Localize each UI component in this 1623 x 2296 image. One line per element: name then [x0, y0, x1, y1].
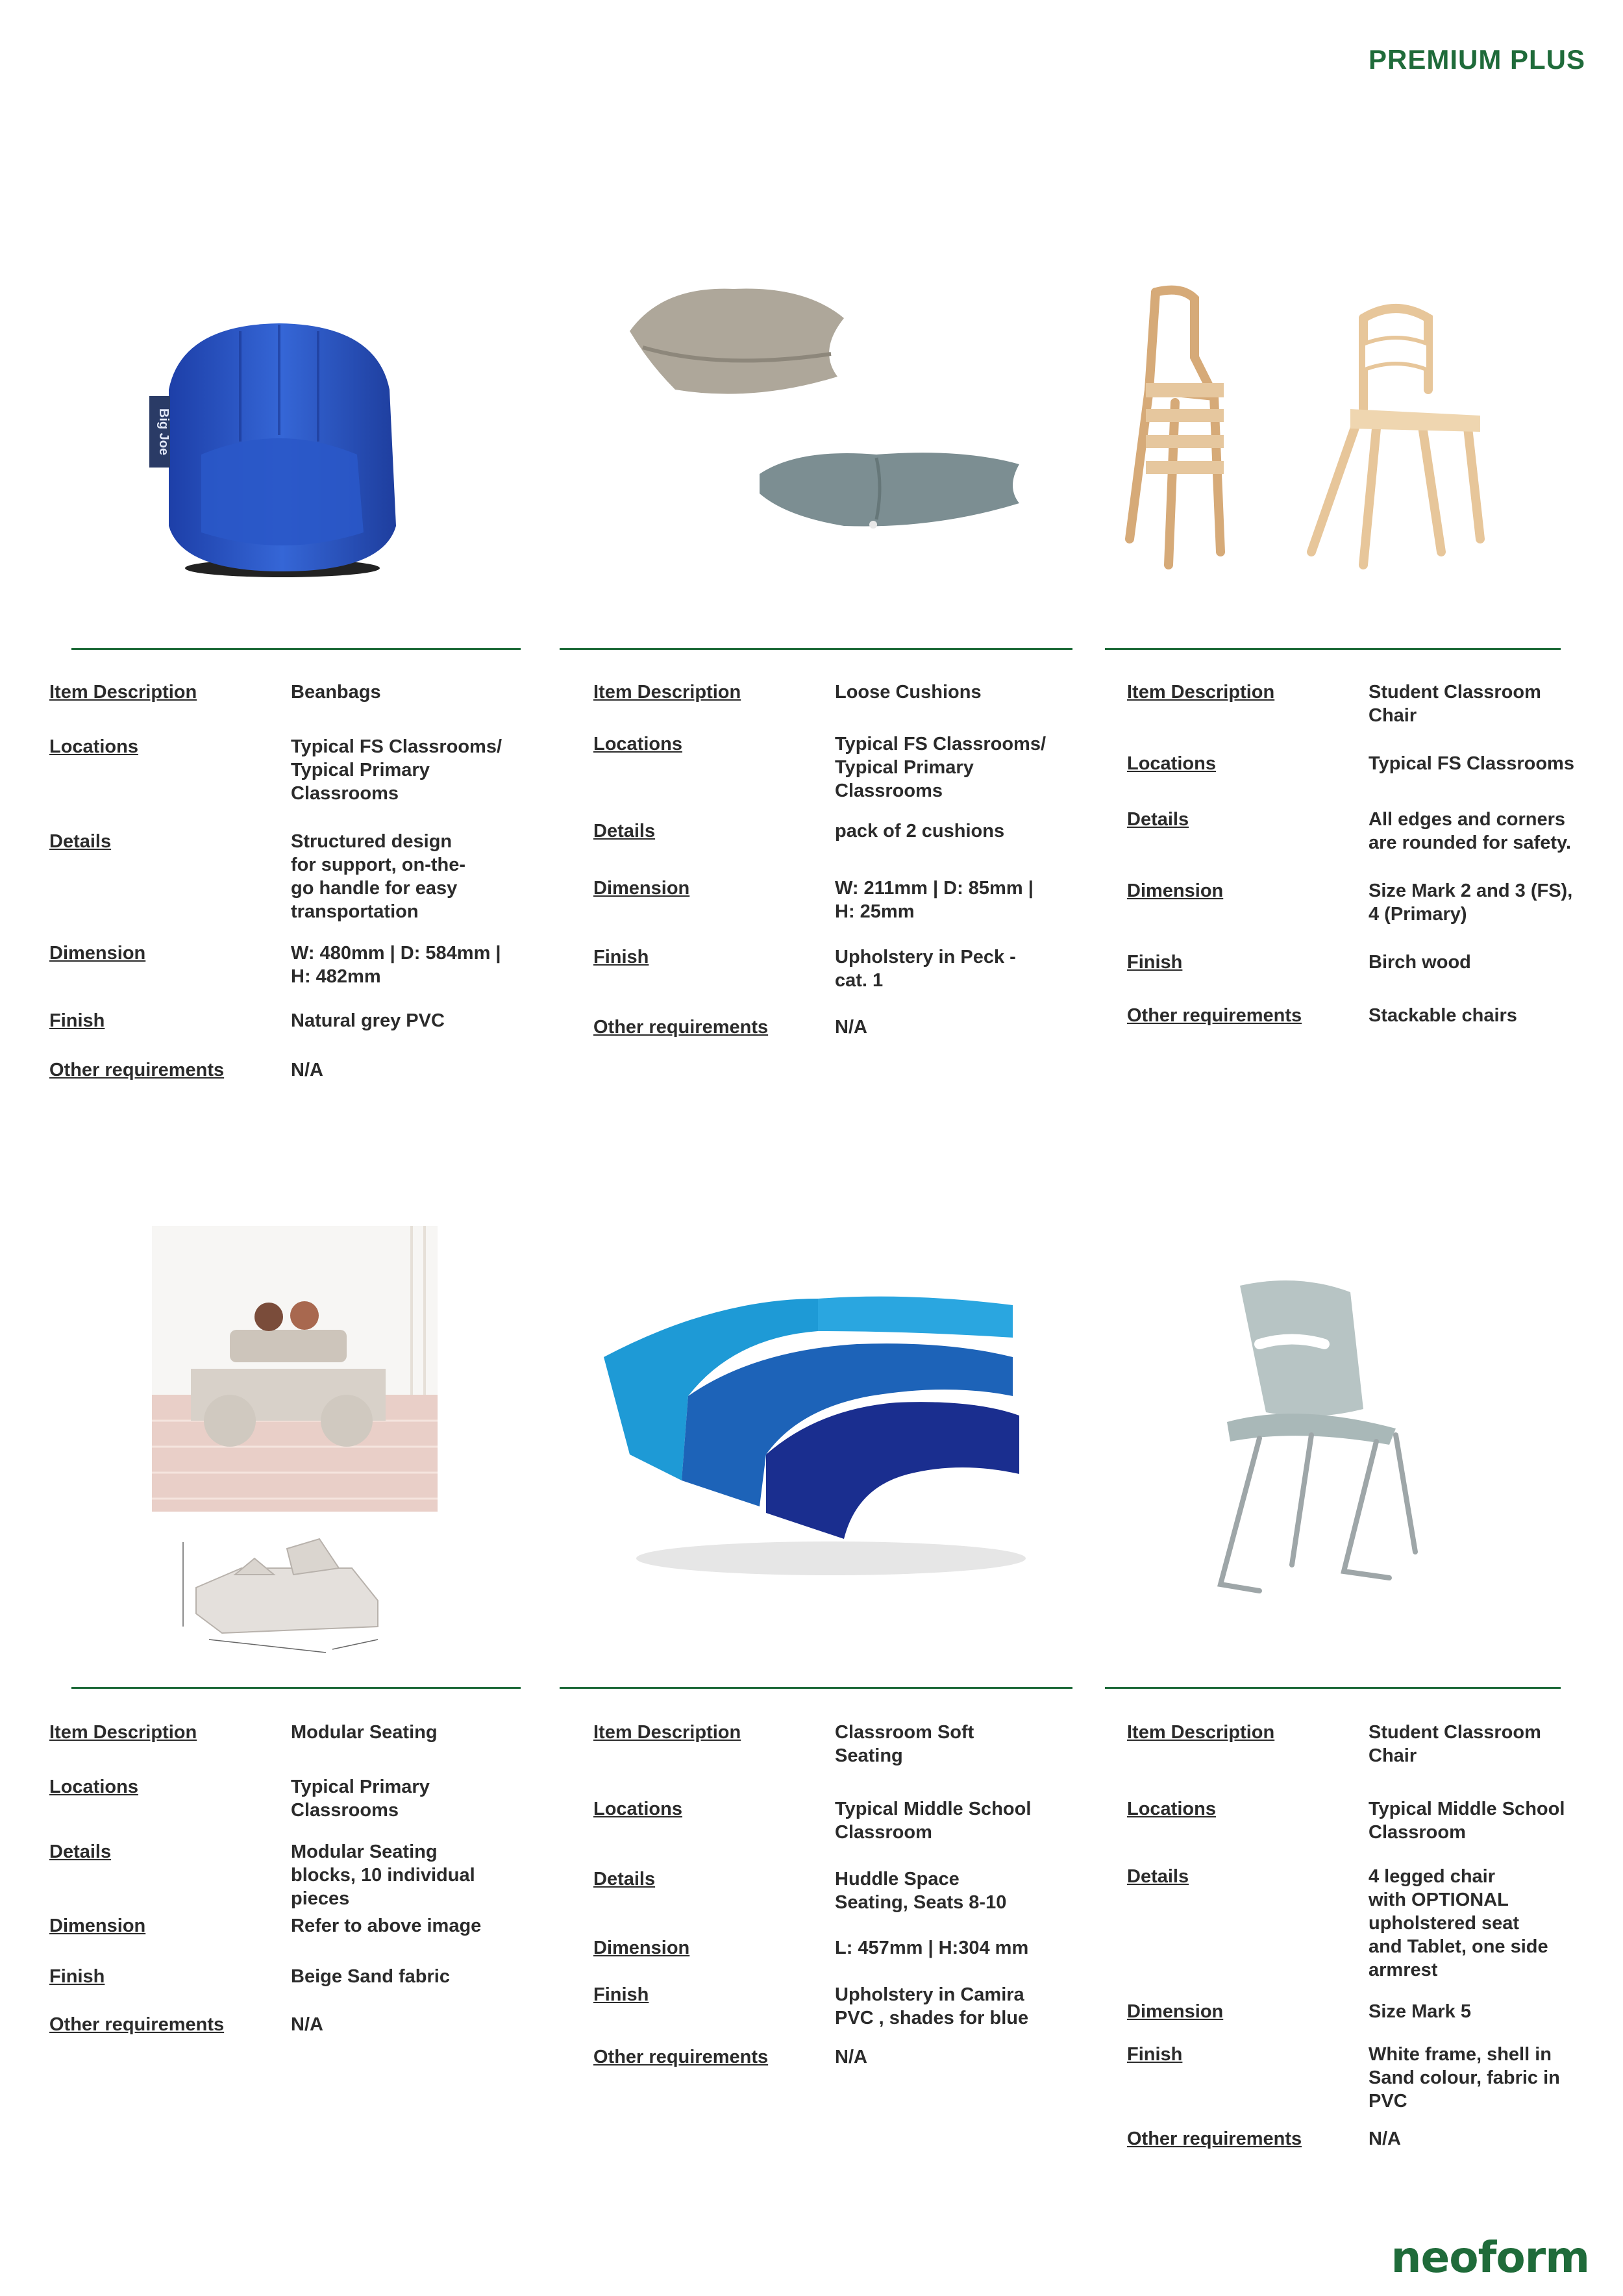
modular-sofa-dimension-diagram [170, 1529, 391, 1659]
item-description-value: Modular Seating [291, 1722, 438, 1743]
product-spec-sled-chair [1127, 1721, 1601, 2162]
item-description-value: Beanbags [291, 682, 381, 703]
locations-value: Typical Primary Classrooms [291, 1777, 430, 1821]
section-divider-2 [560, 648, 1072, 650]
product-spec-soft-seating [593, 1721, 1087, 2084]
product-spec-loose-cushions [593, 680, 1087, 1070]
locations-value: Typical FS Classrooms [1369, 753, 1574, 774]
other-requirements-value: N/A [1369, 2128, 1401, 2149]
locations-label: Locations [593, 1799, 682, 1819]
dimension-label: Dimension [593, 878, 690, 899]
modular-play-sofa-image [152, 1226, 438, 1512]
details-label: Details [593, 821, 656, 842]
other-requirements-label: Other requirements [49, 1060, 225, 1080]
other-requirements-value: N/A [291, 1060, 323, 1080]
dimension-value: Size Mark 2 and 3 (FS), 4 (Primary) [1369, 880, 1573, 925]
details-value: Modular Seating blocks, 10 individual pieces [291, 1841, 475, 1909]
details-value: Huddle Space Seating, Seats 8-10 [835, 1869, 1007, 1913]
other-requirements-value: Stackable chairs [1369, 1005, 1517, 1026]
section-divider-5 [560, 1687, 1072, 1689]
item-description-label: Item Description [1127, 1722, 1275, 1743]
finish-label: Finish [49, 1010, 105, 1031]
locations-label: Locations [593, 734, 682, 755]
locations-label: Locations [1127, 753, 1216, 774]
beanbag-brand-text: Big Joe [156, 408, 171, 456]
finish-label: Finish [1127, 2044, 1183, 2065]
curved-soft-seating-image [584, 1286, 1039, 1578]
section-divider-4 [71, 1687, 521, 1689]
dimension-value: Refer to above image [291, 1915, 482, 1936]
locations-value: Typical Middle School Classroom [1369, 1799, 1565, 1843]
finish-label: Finish [593, 947, 649, 967]
product-spec-modular-seating [49, 1721, 543, 2058]
product-spec-wooden-chair [1127, 680, 1601, 1070]
beanbag-chair-image [143, 312, 415, 584]
dimension-label: Dimension [49, 1915, 146, 1936]
locations-value: Typical Middle School Classroom [835, 1799, 1032, 1843]
other-requirements-label: Other requirements [593, 2047, 769, 2067]
section-divider-3 [1105, 648, 1561, 650]
item-description-label: Item Description [593, 682, 741, 703]
finish-value: Upholstery in Peck - cat. 1 [835, 947, 1016, 991]
finish-value: Birch wood [1369, 952, 1471, 973]
item-description-label: Item Description [593, 1722, 741, 1743]
sled-base-chair-image [1182, 1273, 1474, 1610]
locations-label: Locations [1127, 1799, 1216, 1819]
dimension-value: W: 211mm | D: 85mm | H: 25mm [835, 878, 1034, 922]
other-requirements-value: N/A [835, 1017, 867, 1038]
item-description-label: Item Description [49, 682, 197, 703]
dimension-value: W: 480mm | D: 584mm | H: 482mm [291, 943, 501, 987]
wooden-stacking-chairs-image [1117, 279, 1532, 571]
details-value: All edges and corners are rounded for safety. [1369, 809, 1572, 853]
item-description-value: Loose Cushions [835, 682, 982, 703]
item-description-value: Classroom Soft Seating [835, 1722, 974, 1766]
neoform-logo: neoform [1391, 2232, 1589, 2282]
other-requirements-value: N/A [291, 2014, 323, 2035]
dimension-label: Dimension [1127, 880, 1224, 901]
finish-value: Natural grey PVC [291, 1010, 445, 1031]
floor-cushions-image [623, 279, 1039, 552]
dimension-label: Dimension [593, 1938, 690, 1958]
section-divider-6 [1105, 1687, 1561, 1689]
section-divider-1 [71, 648, 521, 650]
item-description-label: Item Description [1127, 682, 1275, 703]
details-label: Details [1127, 809, 1189, 830]
finish-label: Finish [49, 1966, 105, 1987]
dimension-label: Dimension [1127, 2001, 1224, 2022]
details-label: Details [49, 1841, 112, 1862]
locations-label: Locations [49, 1777, 138, 1797]
finish-label: Finish [593, 1984, 649, 2005]
finish-value: White frame, shell in Sand colour, fabric in PVC [1369, 2044, 1560, 2112]
item-description-value: Student Classroom Chair [1369, 682, 1541, 726]
finish-value: Upholstery in Camira PVC , shades for blue [835, 1984, 1029, 2028]
other-requirements-label: Other requirements [593, 1017, 769, 1038]
dimension-value: Size Mark 5 [1369, 2001, 1471, 2022]
dimension-label: Dimension [49, 943, 146, 964]
locations-value: Typical FS Classrooms/ Typical Primary Classrooms [835, 734, 1047, 801]
other-requirements-label: Other requirements [49, 2014, 225, 2035]
details-value: Structured design for support, on-the- go handle for easy transportation [291, 831, 466, 922]
brand-title: PREMIUM PLUS [1368, 44, 1585, 75]
details-label: Details [593, 1869, 656, 1890]
details-value: 4 legged chair with OPTIONAL upholstered seat and Tablet, one side armrest [1369, 1866, 1548, 1980]
item-description-label: Item Description [49, 1722, 197, 1743]
item-description-value: Student Classroom Chair [1369, 1722, 1541, 1766]
finish-value: Beige Sand fabric [291, 1966, 450, 1987]
details-label: Details [49, 831, 112, 852]
details-label: Details [1127, 1866, 1189, 1887]
other-requirements-value: N/A [835, 2047, 867, 2067]
locations-value: Typical FS Classrooms/ Typical Primary Classrooms [291, 736, 502, 804]
other-requirements-label: Other requirements [1127, 2128, 1302, 2149]
dimension-value: L: 457mm | H:304 mm [835, 1938, 1029, 1958]
locations-label: Locations [49, 736, 138, 757]
other-requirements-label: Other requirements [1127, 1005, 1302, 1026]
finish-label: Finish [1127, 952, 1183, 973]
product-spec-beanbags [49, 680, 543, 1096]
details-value: pack of 2 cushions [835, 821, 1005, 842]
